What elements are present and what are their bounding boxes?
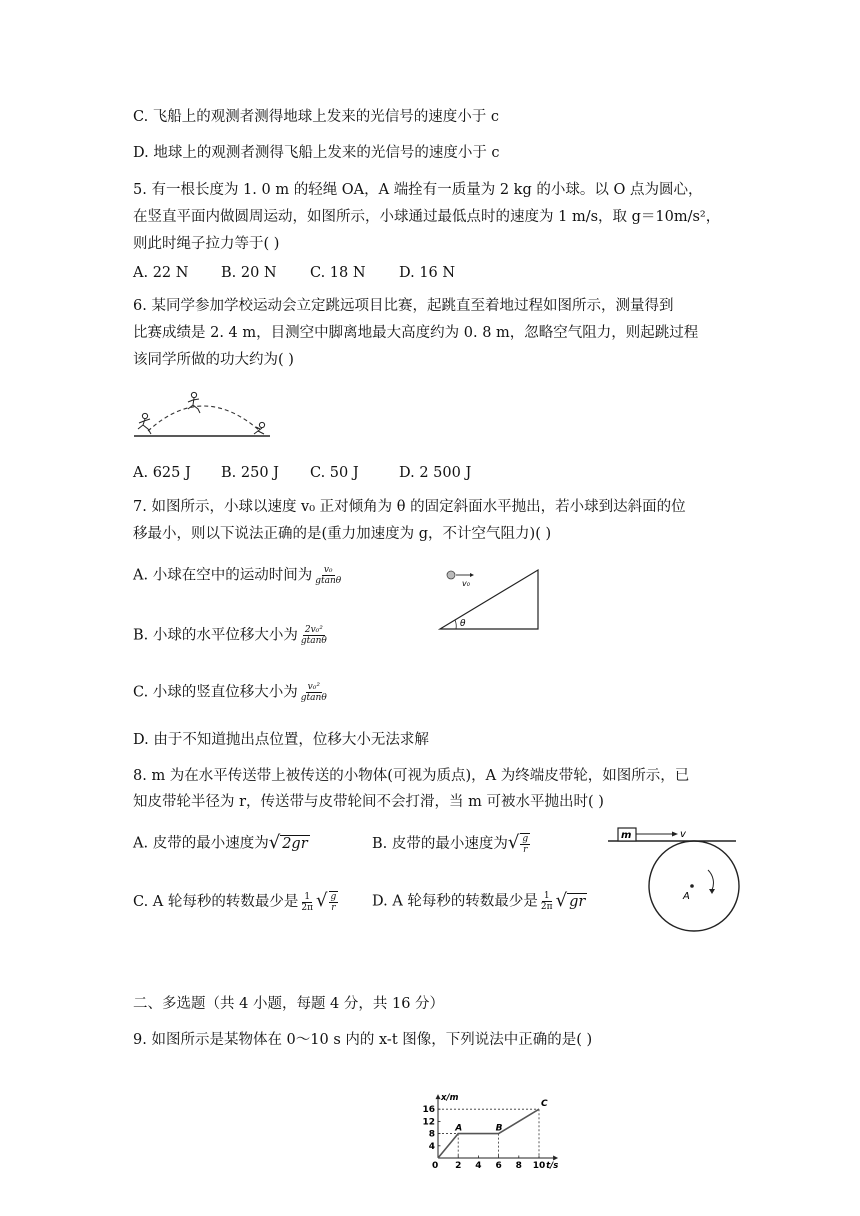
q7-option-c-text: C. 小球的竖直位移大小为 <box>133 684 298 701</box>
q4-option-d: D. 地球上的观测者测得飞船上发来的光信号的速度小于 c <box>133 145 500 161</box>
q7-option-a-fraction <box>313 565 343 586</box>
q6-option-c: C. 50 J <box>310 465 359 481</box>
q7-stem-line2: 移最小，则以下说法正确的是(重力加速度为 g，不计空气阻力)( ) <box>133 526 552 542</box>
origin-tick-label: 0 <box>432 1161 439 1171</box>
x-axis-label: t/s <box>546 1161 559 1171</box>
q8-figure-a-label: A <box>683 891 690 902</box>
coefficient-fraction <box>299 892 315 913</box>
fraction-numerator: v₀ <box>323 565 333 575</box>
fraction-numerator: 1 <box>543 891 550 901</box>
q8-option-d-text: D. A 轮每秒的转数最少是 <box>372 893 538 910</box>
q5-option-d: D. 16 N <box>399 265 456 281</box>
fraction-denominator: 2π <box>540 902 553 912</box>
incline-figure <box>436 565 546 635</box>
y-tick-label: 12 <box>422 1117 435 1128</box>
sqrt-expression: √ gr <box>555 890 586 911</box>
x-tick-label: 4 <box>475 1161 482 1171</box>
q8-option-b-text: B. 皮带的最小速度为 <box>372 836 508 852</box>
q7-option-c <box>133 682 330 703</box>
q6-option-b: B. 250 J <box>221 465 279 481</box>
q8-option-c-text: C. A 轮每秒的转数最少是 <box>133 894 299 910</box>
q5-stem-line1: 5. 有一根长度为 1. 0 m 的轻绳 OA，A 端拴有一质量为 2 kg 的小球。以 O 点为圆心， <box>133 182 703 198</box>
q6-option-d: D. 2 500 J <box>399 465 472 481</box>
point-label: C <box>541 1099 548 1110</box>
fraction-numerator: 2v₀² <box>304 625 323 635</box>
point-label: A <box>455 1123 463 1134</box>
q5-stem-line2: 在竖直平面内做圆周运动，如图所示，小球通过最低点时的速度为 1 m/s，取 g＝10m/s²， <box>133 209 721 225</box>
sqrt-radicand: gr <box>569 894 586 910</box>
q5-option-b: B. 20 N <box>221 265 277 281</box>
xt-chart <box>412 1080 662 1175</box>
q7-option-b-fraction <box>299 625 329 646</box>
sqrt-expression: √ $\frac{g}{r}$ <box>316 890 337 913</box>
coefficient-fraction <box>539 891 555 912</box>
q6-stem-line2: 比赛成绩是 2. 4 m，目测空中脚离地最大高度约为 0. 8 m，忽略空气阻力，则起跳过程 <box>133 325 699 341</box>
y-tick-label: 16 <box>422 1105 435 1116</box>
y-tick-label: 8 <box>428 1129 435 1140</box>
fraction-denominator: gtanθ <box>315 576 342 586</box>
q7-option-b <box>133 625 330 646</box>
q6-stem-line3: 该同学所做的功大约为( ) <box>133 352 294 368</box>
x-tick-label: 6 <box>495 1161 502 1171</box>
q8-option-b <box>372 833 531 855</box>
x-tick-label: 2 <box>455 1161 462 1171</box>
sqrt-expression: √ 2gr <box>268 832 308 853</box>
q8-option-a-text: A. 皮带的最小速度为 <box>133 835 269 852</box>
q7-figure-theta-label: θ <box>460 619 466 629</box>
x-axis-arrow <box>553 1156 558 1161</box>
fraction-denominator: 2π <box>301 902 314 913</box>
point-label: B <box>495 1123 503 1134</box>
x-tick-label: 8 <box>515 1161 522 1171</box>
belt-pulley-figure <box>606 822 756 932</box>
q6-stem-line1: 6. 某同学参加学校运动会立定跳远项目比赛，起跳直至着地过程如图所示，测量得到 <box>133 298 674 314</box>
q5-stem-line3: 则此时绳子拉力等于( ) <box>133 236 280 252</box>
fraction-numerator: 1 <box>304 891 311 902</box>
q7-figure-v0-label: v₀ <box>462 579 470 588</box>
fraction-denominator: gtanθ <box>300 693 327 703</box>
q8-figure-m-label: m <box>621 830 632 841</box>
y-axis-label: x/m <box>441 1093 459 1104</box>
q8-figure-v-label: v <box>680 829 686 840</box>
q4-option-c: C. 飞船上的观测者测得地球上发来的光信号的速度小于 c <box>133 109 500 125</box>
fraction-denominator: r <box>523 845 528 855</box>
fraction-denominator: gtanθ <box>300 636 327 646</box>
q6-option-a: A. 625 J <box>133 465 191 481</box>
fraction-numerator: v₀² <box>307 682 320 692</box>
y-axis-arrow <box>436 1094 441 1099</box>
y-tick-label: 4 <box>428 1141 435 1152</box>
q5-option-c: C. 18 N <box>310 265 366 281</box>
q9-stem-line1: 9. 如图所示是某物体在 0～10 s 内的 x-t 图像，下列说法中正确的是( ) <box>133 1032 593 1048</box>
q7-option-a-text: A. 小球在空中的运动时间为 <box>133 567 313 584</box>
q7-stem-line1: 7. 如图所示，小球以速度 v₀ 正对倾角为 θ 的固定斜面水平抛出，若小球到达斜面的位 <box>133 499 686 515</box>
fraction-denominator: r <box>331 903 336 913</box>
fraction-numerator: g <box>522 834 529 844</box>
series-line <box>438 1109 539 1158</box>
sqrt-expression: √ $\frac{g}{r}$ <box>507 832 529 855</box>
q8-option-d <box>372 891 587 912</box>
q7-option-b-text: B. 小球的水平位移大小为 <box>133 627 298 644</box>
q8-stem-line2: 知皮带轮半径为 r，传送带与皮带轮间不会打滑，当 m 可被水平抛出时( ) <box>133 794 604 810</box>
section-2-title: 二、多选题（共 4 小题，每题 4 分，共 16 分） <box>133 996 445 1012</box>
sqrt-radicand: 2gr <box>282 836 308 852</box>
q7-option-c-fraction <box>299 682 329 703</box>
q5-option-a: A. 22 N <box>133 265 189 281</box>
q7-option-a <box>133 565 344 586</box>
long-jump-figure <box>128 385 278 443</box>
fraction-numerator: g <box>330 892 337 902</box>
q8-stem-line1: 8. m 为在水平传送带上被传送的小物体(可视为质点)，A 为终端皮带轮，如图所示，已 <box>133 768 690 784</box>
x-tick-label: 10 <box>532 1161 546 1171</box>
q7-option-d: D. 由于不知道抛出点位置，位移大小无法求解 <box>133 732 429 748</box>
q8-option-c <box>133 891 339 913</box>
q8-option-a <box>133 833 310 854</box>
